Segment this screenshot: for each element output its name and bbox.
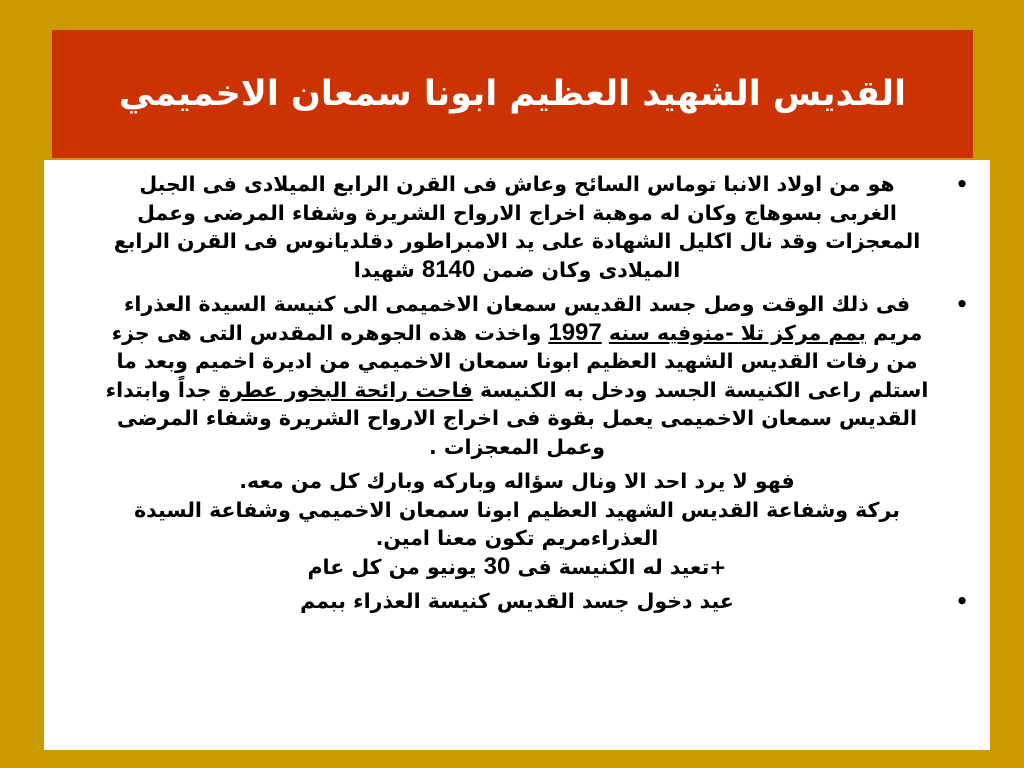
paragraph1-text-b: شهيدا bbox=[353, 257, 415, 282]
paragraph2-year: 1997 bbox=[548, 318, 602, 346]
feast-line bbox=[104, 553, 930, 582]
martyr-count: 8140 bbox=[421, 255, 476, 283]
feast-prefix: +تعيد له الكنيسة فى bbox=[517, 554, 727, 579]
slide-title: القديس الشهيد العظيم ابونا سمعان الاخميمي bbox=[118, 74, 907, 114]
content-area bbox=[44, 160, 990, 750]
feast-day: 30 bbox=[483, 552, 511, 580]
bullet-item-3 bbox=[104, 587, 969, 616]
paragraph1-text-a: هو من اولاد الانبا توماس السائح وعاش فى القرن الرابع الميلادى فى الجبل الغربى بسوهاج وكان له موهبة اخراج الارواح الشريرة وشفاء المرضى وعمل المعجزات وقد نال اكليل الشهادة على يد الامبراطور دقلديانوس فى القرن الرابع الميلادى وكان ضمن bbox=[113, 172, 921, 282]
bullet-item-2 bbox=[104, 290, 969, 461]
paragraph2-text-a: فى ذلك الوقت وصل جسد القديس سمعان الاخميمى الى كنيسة السيدة العذراء مريم bbox=[123, 292, 923, 345]
bullet-item-1 bbox=[104, 170, 969, 284]
paragraph2-text-c: جداً وابتداء القديس سمعان الاخميمى يعمل بقوة فى اخراج الارواح الشريرة وشفاء المرضى وعمل المعجزات . bbox=[105, 377, 918, 459]
paragraph2-underlined-location: بمم مركز تلا -منوفيه سنه bbox=[608, 320, 866, 345]
bullet-icon: • bbox=[955, 292, 969, 316]
intercession-line: بركة وشفاعة القديس الشهيد العظيم ابونا سمعان الاخميمي وشفاعة السيدة العذراءمريم تكون معنا امين. bbox=[134, 497, 900, 550]
bullet-icon: • bbox=[955, 172, 969, 196]
paragraph2-underlined-incense: فاحت رائحة البخور عطرة bbox=[218, 377, 473, 402]
blessing-line: فهو لا يرد احد الا ونال سؤاله وباركه وبارك كل من معه. bbox=[239, 469, 795, 493]
last-item-text: عيد دخول جسد القديس كنيسة العذراء ببمم bbox=[300, 589, 734, 613]
bullet-icon: • bbox=[955, 589, 969, 613]
title-bar bbox=[52, 30, 973, 158]
feast-suffix: يونيو من كل عام bbox=[307, 554, 477, 579]
paragraph2-text-b: واخذت هذه الجوهره المقدس التى هى جزء من رفات القديس الشهيد العظيم ابونا سمعان الاخميمي من اديرة اخميم وبعد ما استلم راعى الكنيسة الجسد ودخل به الكنيسة bbox=[111, 320, 929, 402]
